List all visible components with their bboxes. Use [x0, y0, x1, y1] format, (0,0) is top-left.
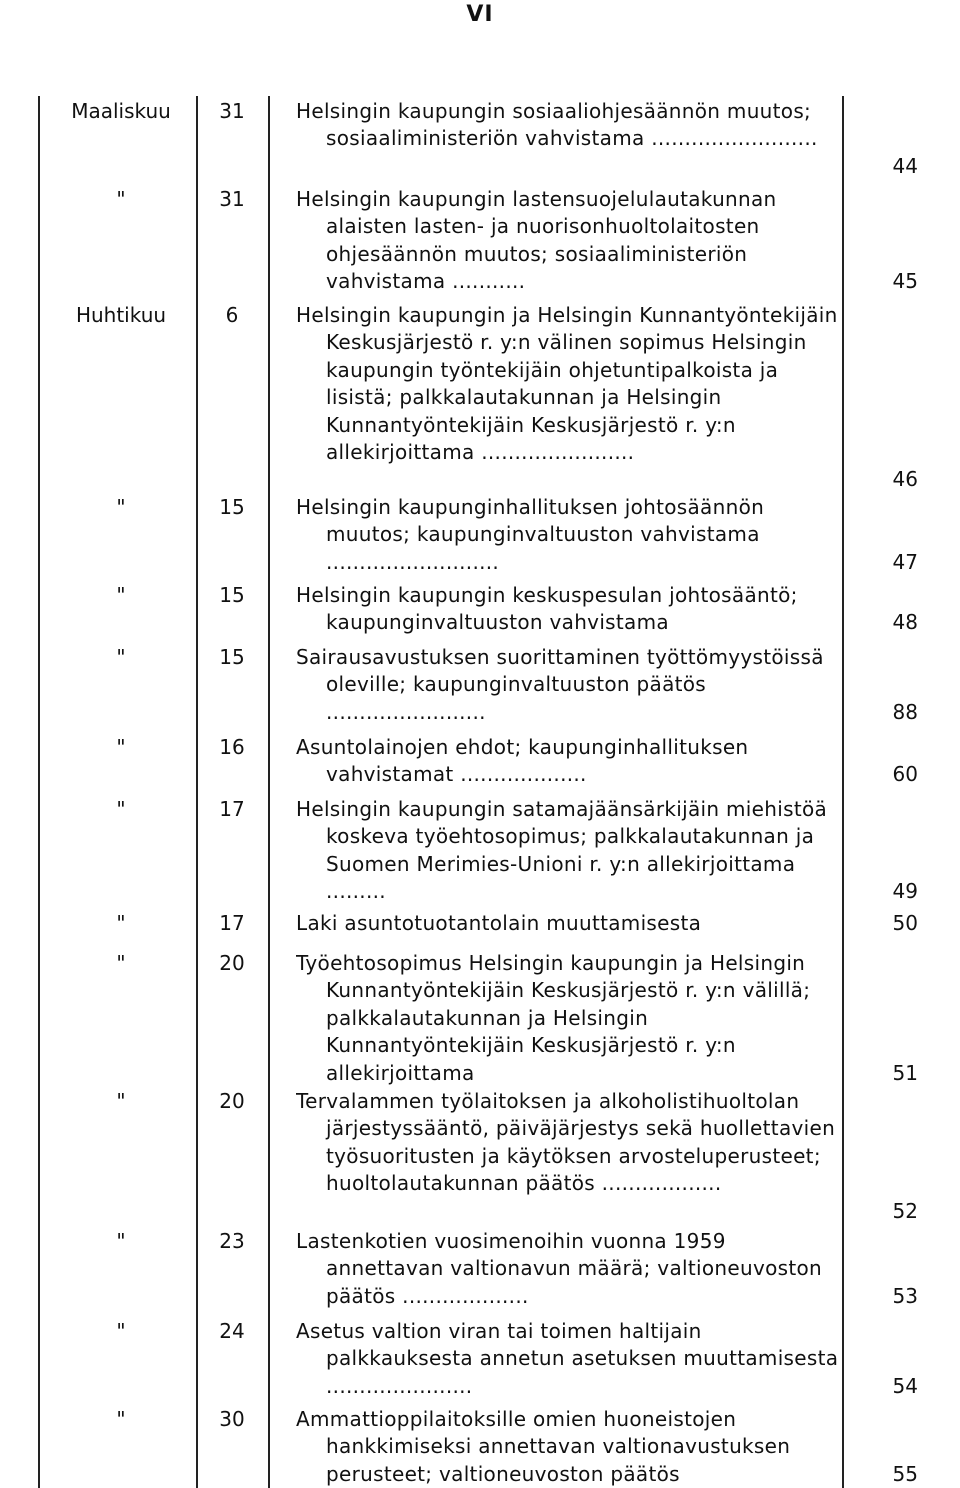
column-divider-day [268, 96, 270, 1488]
entry-month: " [116, 951, 126, 975]
page-title: VI [466, 2, 494, 27]
entry-month: " [116, 495, 126, 519]
entry-day: 20 [219, 951, 245, 975]
entry-month: " [116, 911, 126, 935]
entry-day: 6 [225, 303, 239, 327]
entry-title: Helsingin kaupungin ja Helsingin Kunnantyöntekijäin Keskusjärjestö r. y:n välinen sopimus Helsingin kaupungin työntekijäin ohjetuntipalkoista ja lisistä; palkkalautakunnan ja Helsingin Kunnantyöntekijäin Keskusjärjestö r. y:n allekirjoittama ....................... [296, 303, 838, 465]
column-divider-left [38, 96, 40, 1488]
entry-day: 15 [219, 495, 245, 519]
column-divider-month [196, 96, 198, 1488]
entry-month: " [116, 583, 126, 607]
entry-month: " [116, 645, 126, 669]
entry-month: " [116, 1407, 126, 1431]
entry-month: " [116, 187, 126, 211]
entry-month: " [116, 797, 126, 821]
entry-page: 47 [892, 550, 918, 574]
entry-page: 46 [892, 467, 918, 491]
entry-title: Sairausavustuksen suorittaminen työttömyystöissä oleville; kaupunginvaltuuston päätös ........................ [296, 645, 824, 724]
entry-month: " [116, 1089, 126, 1113]
entry-page: 50 [892, 911, 918, 935]
entry-day: 15 [219, 645, 245, 669]
entry-page: 48 [892, 610, 918, 634]
entry-day: 20 [219, 1089, 245, 1113]
entry-title: Tervalammen työlaitoksen ja alkoholistihuoltolan järjestyssääntö, päiväjärjestys sekä huollettavien työsuoritusten ja käytöksen arvosteluperusteet; huoltolautakunnan päätös .................. [296, 1089, 836, 1196]
entry-page: 55 [892, 1462, 918, 1486]
entry-page: 51 [892, 1061, 918, 1085]
entry-day: 16 [219, 735, 245, 759]
entry-page: 88 [892, 700, 918, 724]
entry-page: 44 [892, 154, 918, 178]
entry-day: 30 [219, 1407, 245, 1431]
entry-page: 52 [892, 1199, 918, 1223]
entry-month: " [116, 1319, 126, 1343]
entry-page: 54 [892, 1374, 918, 1398]
entry-page: 49 [892, 879, 918, 903]
entry-day: 31 [219, 187, 245, 211]
entry-page: 45 [892, 269, 918, 293]
entry-title: Ammattioppilaitoksille omien huoneistojen hankkimiseksi annettavan valtionavustuksen perusteet; valtioneuvoston päätös [296, 1407, 791, 1486]
entry-day: 24 [219, 1319, 245, 1343]
entry-month: Huhtikuu [75, 303, 167, 327]
entry-day: 23 [219, 1229, 245, 1253]
entry-month: " [116, 735, 126, 759]
entry-page: 60 [892, 762, 918, 786]
entry-title: Lastenkotien vuosimenoihin vuonna 1959 annettavan valtionavun määrä; valtioneuvoston päätös ................... [296, 1229, 822, 1308]
entry-title: Helsingin kaupungin keskuspesulan johtosääntö; kaupunginvaltuuston vahvistama [296, 583, 798, 635]
entry-title: Helsingin kaupungin sosiaaliohjesäännön muutos; sosiaaliministeriön vahvistama ......................... [296, 99, 818, 151]
entry-day: 17 [219, 911, 245, 935]
table-of-contents [0, 96, 960, 1488]
entry-month: " [116, 1229, 126, 1253]
entry-day: 15 [219, 583, 245, 607]
entry-title: Työehtosopimus Helsingin kaupungin ja Helsingin Kunnantyöntekijäin Keskusjärjestö r. y:n välillä; palkkalautakunnan ja Helsingin Kunnantyöntekijäin Keskusjärjestö r. y:n allekirjoittama [296, 951, 811, 1085]
entry-title: Asuntolainojen ehdot; kaupunginhallituksen vahvistamat ................... [296, 735, 749, 787]
entry-month: Maaliskuu [71, 99, 171, 123]
entry-title: Asetus valtion viran tai toimen haltijain palkkauksesta annetun asetuksen muuttamisesta ...................... [296, 1319, 839, 1398]
entry-title: Helsingin kaupungin satamajäänsärkijäin miehistöä koskeva työehtosopimus; palkkalautakunnan ja Suomen Merimies-Unioni r. y:n allekirjoittama ......... [296, 797, 828, 904]
entry-day: 17 [219, 797, 245, 821]
entry-title: Helsingin kaupunginhallituksen johtosäännön muutos; kaupunginvaltuuston vahvistama .......................... [296, 495, 765, 574]
entry-page: 53 [892, 1284, 918, 1308]
entry-title: Helsingin kaupungin lastensuojelulautakunnan alaisten lasten- ja nuorisonhuoltolaitosten ohjesäännön muutos; sosiaaliministeriön vahvistama ........... [296, 187, 777, 294]
entry-day: 31 [219, 99, 245, 123]
entry-title: Laki asuntotuotantolain muuttamisesta [296, 911, 702, 935]
